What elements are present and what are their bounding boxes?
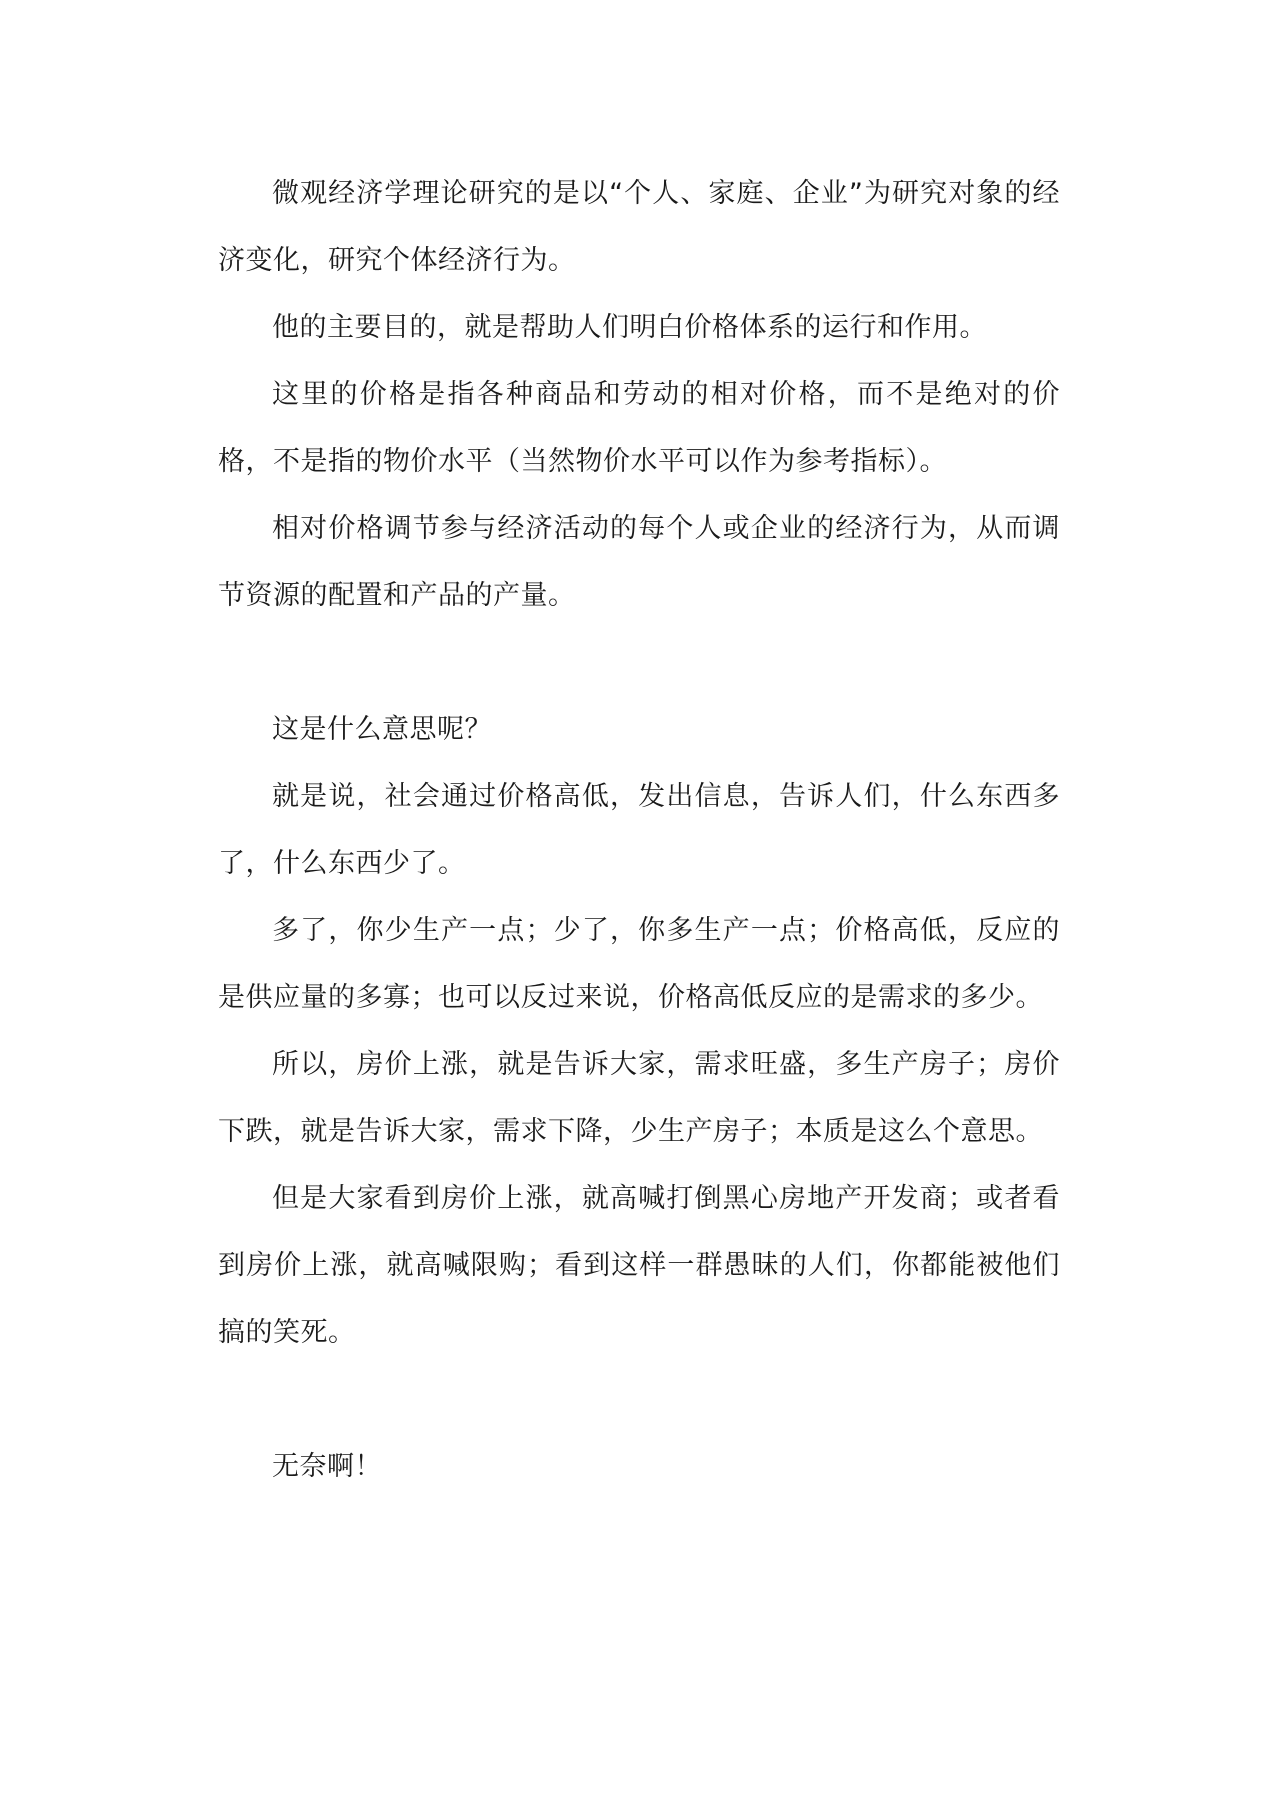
paragraph-4: 相对价格调节参与经济活动的每个人或企业的经济行为，从而调节资源的配置和产品的产量。	[218, 513, 1060, 611]
blank-line	[218, 629, 1060, 696]
paragraph-6: 就是说，社会通过价格高低，发出信息，告诉人们，什么东西多了，什么东西少了。	[218, 781, 1060, 879]
paragraph-2: 他的主要目的，就是帮助人们明白价格体系的运行和作用。	[272, 312, 987, 343]
paragraph-1: 微观经济学理论研究的是以“个人、家庭、企业”为研究对象的经济变化，研究个体经济行为。	[218, 178, 1060, 276]
paragraph-3: 这里的价格是指各种商品和劳动的相对价格，而不是绝对的价格，不是指的物价水平（当然物价水平可以作为参考指标）。	[218, 379, 1060, 477]
paragraph-8: 所以，房价上涨，就是告诉大家，需求旺盛，多生产房子；房价下跌，就是告诉大家，需求下降，少生产房子；本质是这么个意思。	[218, 1049, 1060, 1147]
paragraph-10: 无奈啊！	[272, 1451, 382, 1482]
paragraph-9: 但是大家看到房价上涨，就高喊打倒黑心房地产开发商；或者看到房价上涨，就高喊限购；看到这样一群愚昧的人们，你都能被他们搞的笑死。	[218, 1183, 1060, 1348]
paragraph-5: 这是什么意思呢？	[272, 714, 492, 745]
document-body	[218, 160, 1060, 1500]
blank-line	[218, 1366, 1060, 1433]
paragraph-7: 多了，你少生产一点；少了，你多生产一点；价格高低，反应的是供应量的多寡；也可以反过来说，价格高低反应的是需求的多少。	[218, 915, 1060, 1013]
